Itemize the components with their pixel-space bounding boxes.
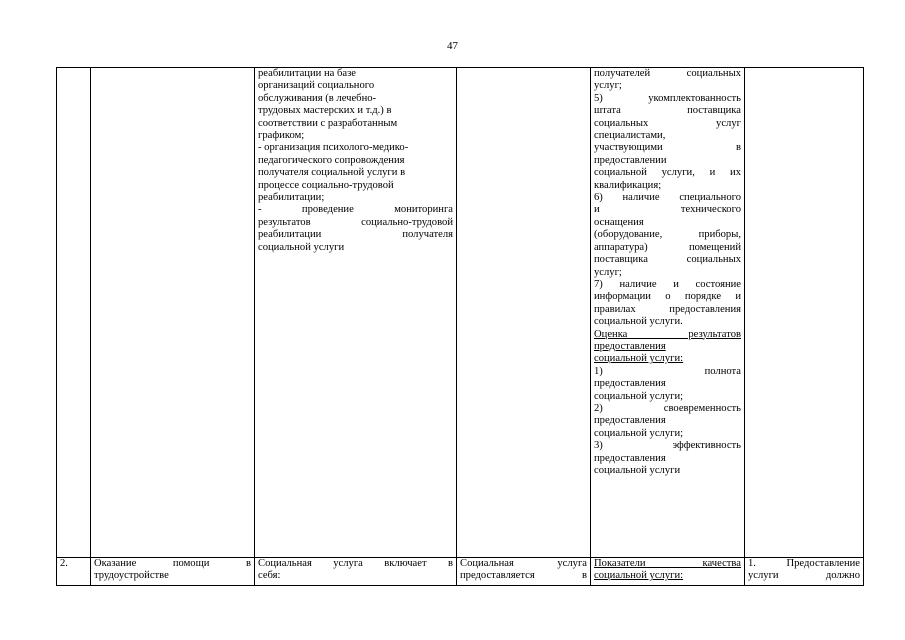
text-line: социальной услуги <box>594 465 681 476</box>
text-line: Оценка результатов <box>594 328 741 340</box>
table-row <box>57 68 864 558</box>
row-number: 2. <box>60 558 68 569</box>
text-line: трудовых мастерских и т.д.) в <box>258 105 392 117</box>
cell-quality-indicators <box>591 558 745 586</box>
cell-service-content <box>255 68 457 558</box>
text-line: реабилитации; <box>258 192 325 204</box>
cell-provision-terms <box>457 558 591 586</box>
text-line: Показатели качества <box>594 558 741 569</box>
text-line: (оборудование, приборы, <box>594 229 741 241</box>
text-line: реабилитации получателя <box>258 229 453 241</box>
text-line: соответствии с разработанным <box>258 117 398 129</box>
text-line: процессе социально-трудовой <box>258 179 394 191</box>
text-line: результатов социально-трудовой <box>258 216 453 228</box>
services-table <box>56 67 864 586</box>
page-number: 47 <box>447 40 458 52</box>
text-line: 1) полнота <box>594 365 741 377</box>
text-line: трудоустройстве <box>94 570 169 582</box>
text-line: социальной услуги; <box>594 390 684 402</box>
cell-number <box>57 68 91 558</box>
text-line: оснащения <box>594 216 644 228</box>
cell-provision-terms <box>457 68 591 558</box>
text-line: социальной услуги; <box>594 427 684 439</box>
cell-conditions <box>745 558 864 586</box>
text-line: и технического <box>594 204 741 216</box>
cell-service-name <box>91 68 255 558</box>
text-line: штата поставщика <box>594 105 741 117</box>
text-line: услуг; <box>594 266 622 278</box>
text-line: - организация психолого-медико- <box>258 142 409 154</box>
cell-conditions <box>745 68 864 558</box>
text-line: квалификация; <box>594 179 662 191</box>
quality-indicators-text <box>594 558 741 583</box>
text-line: 2) своевременность <box>594 402 741 414</box>
quality-indicators-text <box>594 68 741 477</box>
text-line: специалистами, <box>594 130 666 142</box>
text-line: организаций социального <box>258 80 375 92</box>
text-line: предоставления <box>594 415 666 427</box>
text-line: педагогического сопровождения <box>258 154 405 166</box>
cell-service-name <box>91 558 255 586</box>
text-line: социальных услуг <box>594 117 741 129</box>
cell-quality-indicators <box>591 68 745 558</box>
cell-number <box>57 558 91 586</box>
text-line: себя: <box>258 570 281 582</box>
text-line: информации о порядке и <box>594 291 741 303</box>
text-line: 6) наличие специального <box>594 192 741 204</box>
text-line: участвующими в <box>594 142 741 154</box>
text-line: социальной услуги: <box>594 353 684 365</box>
text-line: поставщика социальных <box>594 254 741 266</box>
text-line: социальной услуги, и их <box>594 167 741 179</box>
text-line: предоставляется в <box>460 570 587 582</box>
text-line: Оказание помощи в <box>94 558 251 569</box>
text-line: аппаратура) помещений <box>594 241 741 253</box>
text-line: предоставления <box>594 452 666 464</box>
text-line: - проведение мониторинга <box>258 204 453 216</box>
text-line: Социальная услуга <box>460 558 587 569</box>
text-line: услуги должно <box>748 570 860 582</box>
text-line: 7) наличие и состояние <box>594 278 741 290</box>
text-line: графиком; <box>258 130 305 142</box>
text-line: предоставления <box>594 378 666 390</box>
text-line: реабилитации на базе <box>258 68 356 79</box>
conditions-text <box>748 558 860 583</box>
table-row <box>57 558 864 586</box>
text-line: социальной услуги. <box>594 316 683 328</box>
cell-service-content <box>255 558 457 586</box>
service-name-text <box>94 558 251 583</box>
text-line: Социальная услуга включает в <box>258 558 453 569</box>
service-content-text <box>258 558 453 583</box>
text-line: правилах предоставления <box>594 303 741 315</box>
text-line: предоставления <box>594 340 666 352</box>
text-line: услуг; <box>594 80 622 92</box>
text-line: 3) эффективность <box>594 440 741 452</box>
text-line: получателей социальных <box>594 68 741 79</box>
text-line: социальной услуги: <box>594 570 684 582</box>
text-line: социальной услуги <box>258 241 345 253</box>
text-line: 5) укомплектованность <box>594 92 741 104</box>
text-line: обслуживания (в лечебно- <box>258 92 377 104</box>
text-line: получателя социальной услуги в <box>258 167 406 179</box>
text-line: 1. Предоставление <box>748 558 860 569</box>
service-content-text <box>258 68 453 254</box>
provision-terms-text <box>460 558 587 583</box>
text-line: предоставлении <box>594 154 667 166</box>
